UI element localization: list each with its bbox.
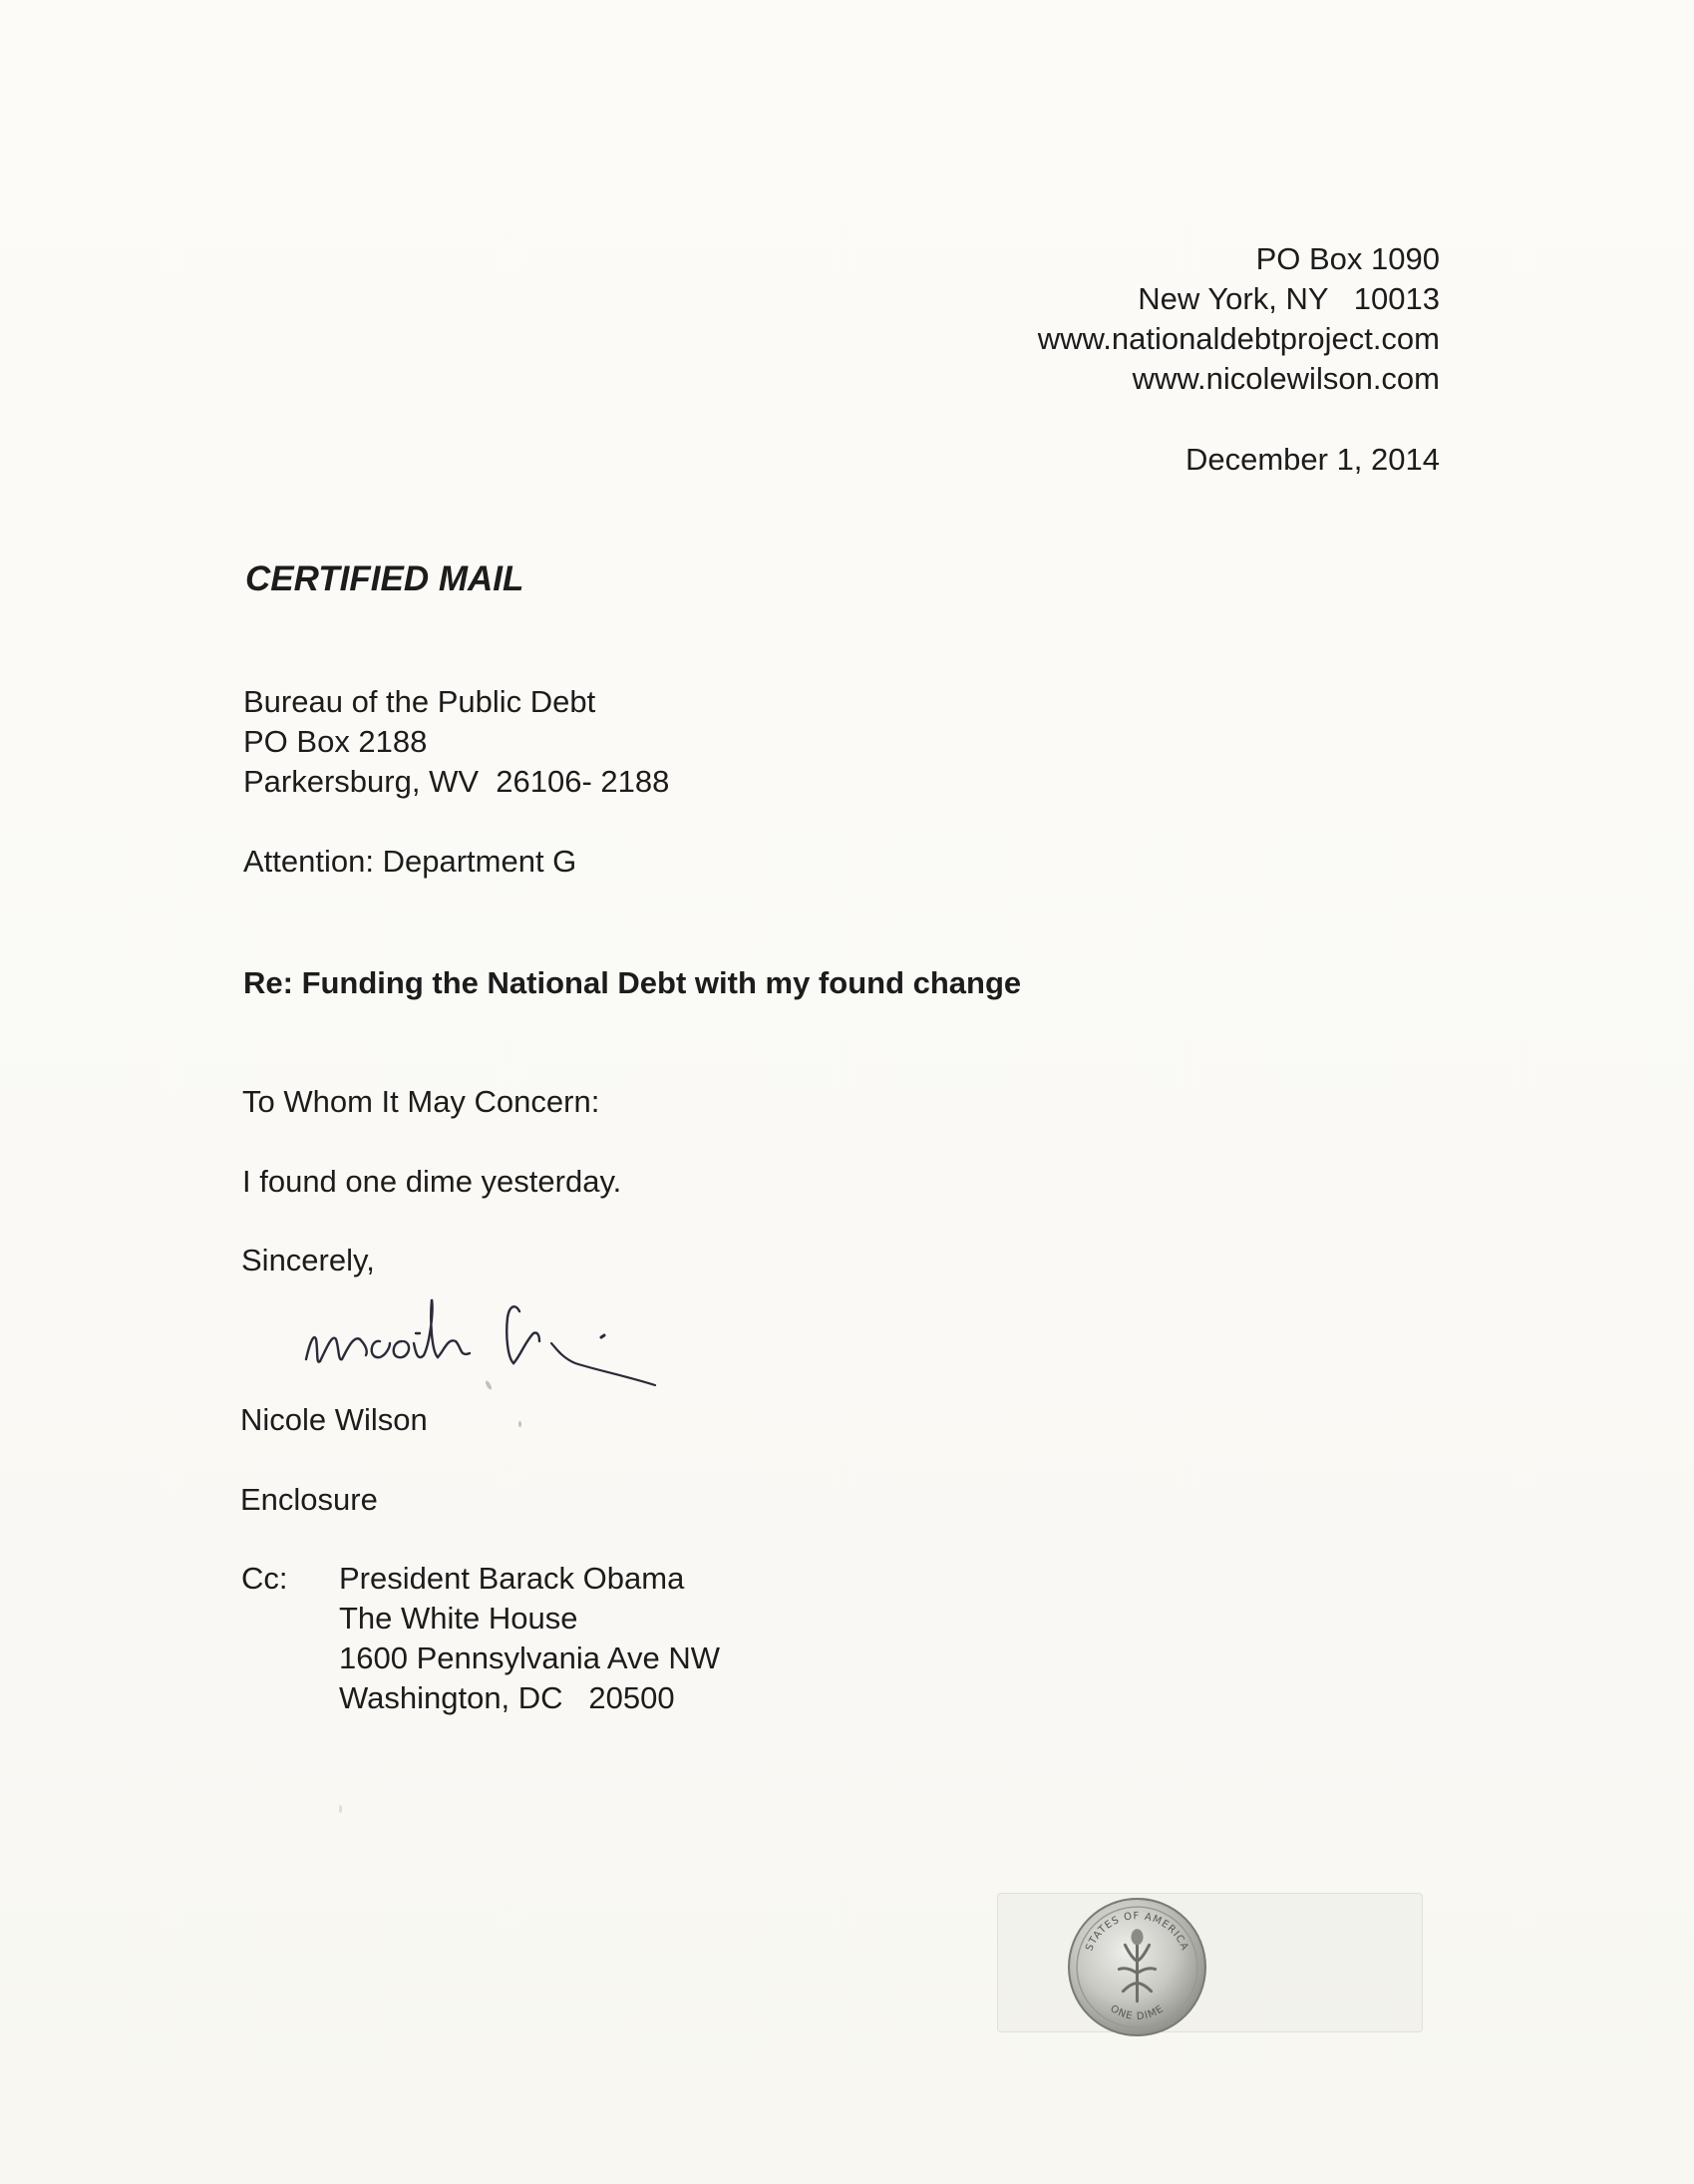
recipient-address-line: PO Box 2188 [243,724,428,759]
subject-line: Re: Funding the National Debt with my found change [243,965,1022,1000]
cc-address-line: President Barack Obama [339,1561,685,1596]
cc-address [339,1559,720,1718]
enclosure-note: Enclosure [240,1482,378,1517]
sender-address-line: New York, NY 10013 [1138,281,1440,316]
sender-address [1038,239,1440,399]
cc-address-line: The White House [339,1601,578,1636]
mail-type-heading: CERTIFIED MAIL [245,559,524,598]
recipient-address-line: Bureau of the Public Debt [243,684,596,719]
salutation: To Whom It May Concern: [242,1084,600,1119]
sender-website-link: www.nationaldebtproject.com [1037,321,1440,356]
cc-address-line: Washington, DC 20500 [339,1680,675,1715]
coin-bottom-text: ONE DIME [1108,2002,1167,2023]
attention-line: Attention: Department G [243,844,577,879]
paper-speck [518,1421,521,1427]
cc-label: Cc: [241,1561,288,1596]
handwritten-signature [294,1281,683,1391]
signer-name: Nicole Wilson [240,1402,428,1437]
recipient-address [243,682,669,802]
recipient-address-line: Parkersburg, WV 26106- 2188 [243,764,670,799]
paper-speck [339,1805,342,1813]
cc-address-line: 1600 Pennsylvania Ave NW [339,1640,720,1675]
dime-coin [1067,1897,1207,2037]
letter-date: December 1, 2014 [1185,442,1440,477]
sender-website-link: www.nicolewilson.com [1132,361,1440,396]
coin-top-text: STATES OF AMERICA [1084,1911,1190,1954]
sender-address-line: PO Box 1090 [1255,241,1440,276]
closing: Sincerely, [241,1243,375,1277]
adhesive-tape [997,1893,1423,2032]
letter-body: I found one dime yesterday. [242,1164,622,1199]
